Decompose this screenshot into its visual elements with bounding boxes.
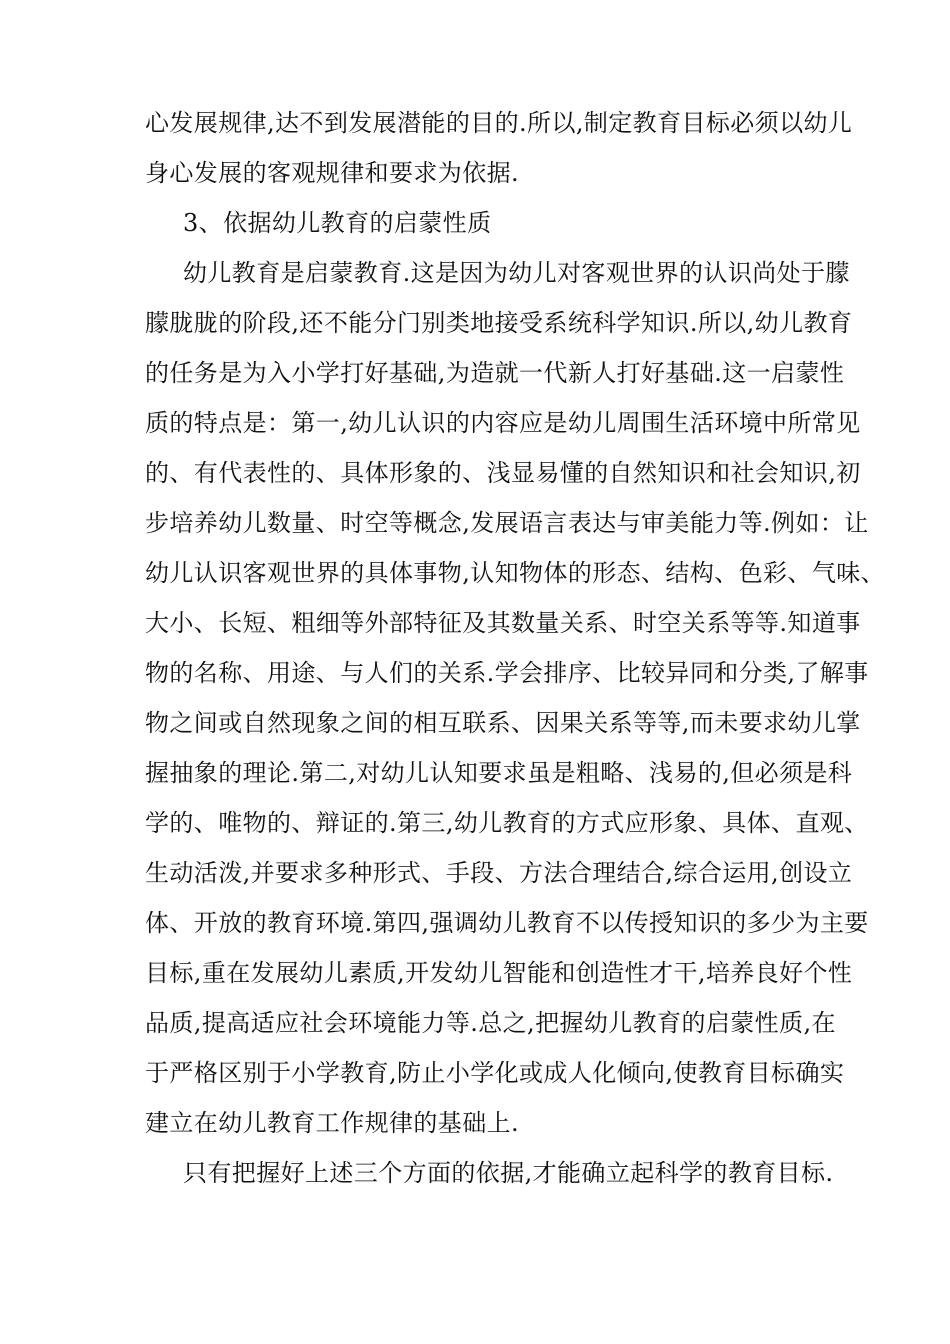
text-line: 心发展规律,达不到发展潜能的目的.所以,制定教育目标必须以幼儿 (145, 109, 853, 137)
text-line: 身心发展的客观规律和要求为依据. (145, 159, 520, 187)
text-line: 的任务是为入小学打好基础,为造就一代新人打好基础.这一启蒙性 (145, 359, 845, 387)
text-line: 生动活泼,并要求多种形式、手段、方法合理结合,综合运用,创设立 (145, 859, 853, 887)
text-line: 大小、长短、粗细等外部特征及其数量关系、时空关系等等.知道事 (145, 609, 861, 637)
section-heading: 3、依据幼儿教育的启蒙性质 (183, 209, 492, 237)
text-line: 的、有代表性的、具体形象的、浅显易懂的自然知识和社会知识,初 (145, 459, 861, 487)
text-line: 步培养幼儿数量、时空等概念,发展语言表达与审美能力等.例如：让 (145, 509, 869, 537)
text-line: 幼儿认识客观世界的具体事物,认知物体的形态、结构、色彩、气味、 (145, 559, 886, 587)
text-line: 只有把握好上述三个方面的依据,才能确立起科学的教育目标. (183, 1159, 834, 1187)
text-line: 质的特点是：第一,幼儿认识的内容应是幼儿周围生活环境中所常见 (145, 409, 861, 437)
text-line: 目标,重在发展幼儿素质,开发幼儿智能和创造性才干,培养良好个性 (145, 959, 853, 987)
text-line: 物的名称、用途、与人们的关系.学会排序、比较异同和分类,了解事 (145, 659, 869, 687)
text-line: 朦胧胧的阶段,还不能分门别类地接受系统科学知识.所以,幼儿教育 (145, 309, 853, 337)
text-line: 于严格区别于小学教育,防止小学化或成人化倾向,使教育目标确实 (145, 1059, 845, 1087)
text-line: 幼儿教育是启蒙教育.这是因为幼儿对客观世界的认识尚处于朦 (183, 259, 850, 287)
text-line: 品质,提高适应社会环境能力等.总之,把握幼儿教育的启蒙性质,在 (145, 1009, 836, 1037)
text-line: 物之间或自然现象之间的相互联系、因果关系等等,而未要求幼儿掌 (145, 709, 861, 737)
text-line: 学的、唯物的、辩证的.第三,幼儿教育的方式应形象、具体、直观、 (145, 809, 869, 837)
text-line: 建立在幼儿教育工作规律的基础上. (145, 1109, 520, 1137)
text-line: 体、开放的教育环境.第四,强调幼儿教育不以传授知识的多少为主要 (145, 909, 869, 937)
text-line: 握抽象的理论.第二,对幼儿认知要求虽是粗略、浅易的,但必须是科 (145, 759, 853, 787)
